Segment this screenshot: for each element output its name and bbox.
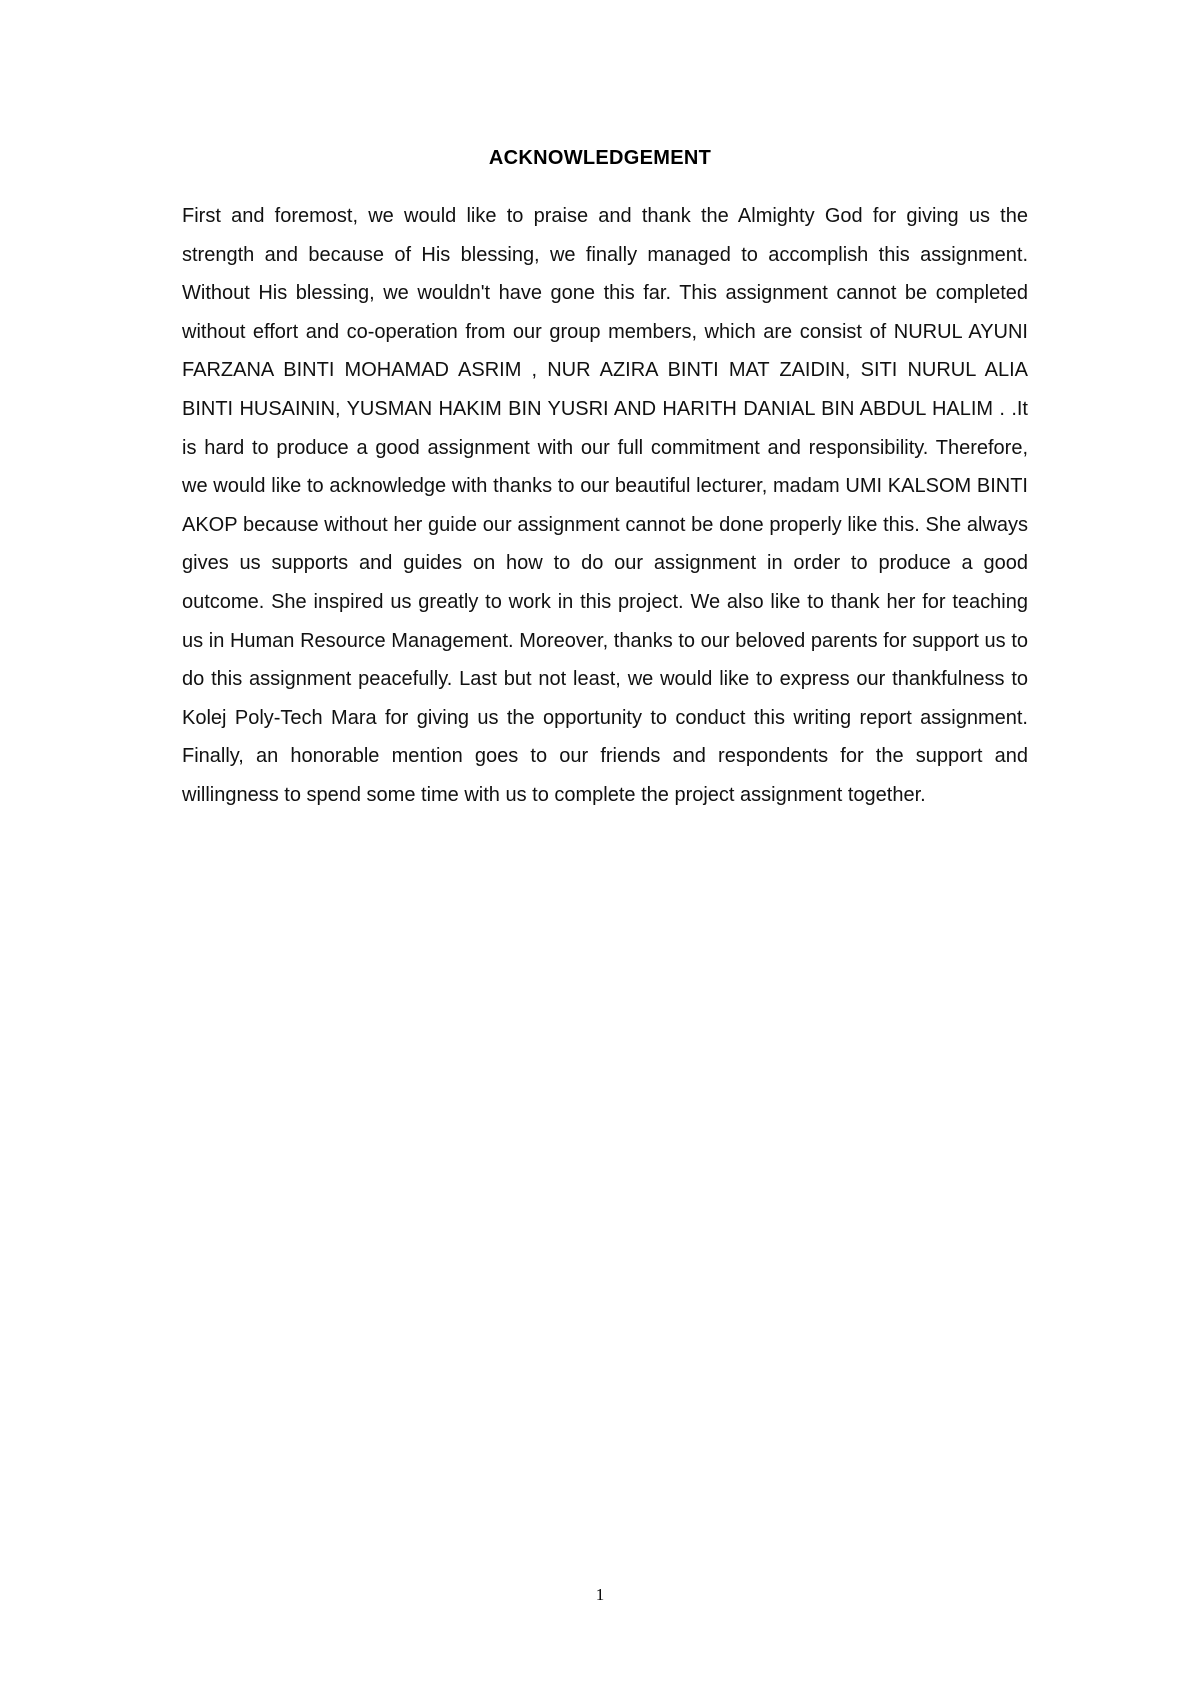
page-number: 1: [595, 1585, 605, 1604]
acknowledgement-paragraph: First and foremost, we would like to praise and thank the Almighty God for giving us the strength and because of His blessing, we finally managed to accomplish this assignment. Without His blessing, we wouldn't have gone this far. This assignment cannot be completed without effort and co-operation from our group members, which are consist of NURUL AYUNI FARZANA BINTI MOHAMAD ASRIM , NUR AZIRA BINTI MAT ZAIDIN, SITI NURUL ALIA BINTI HUSAININ, YUSMAN HAKIM BIN YUSRI AND HARITH DANIAL BIN ABDUL HALIM . .It is hard to produce a good assignment with our full commitment and responsibility. Therefore, we would like to acknowledge with thanks to our beautiful lecturer, madam UMI KALSOM BINTI AKOP because without her guide our assignment cannot be done properly like this. She always gives us supports and guides on how to do our assignment in order to produce a good outcome. She inspired us greatly to work in this project. We also like to thank her for teaching us in Human Resource Management. Moreover, thanks to our beloved parents for support us to do this assignment peacefully. Last but not least, we would like to express our thankfulness to Kolej Poly-Tech Mara for giving us the opportunity to conduct this writing report assignment. Finally, an honorable mention goes to our friends and respondents for the support and willingness to spend some time with us to complete the project assignment together.: [182, 205, 1028, 806]
page-title: ACKNOWLEDGEMENT: [488, 147, 712, 169]
